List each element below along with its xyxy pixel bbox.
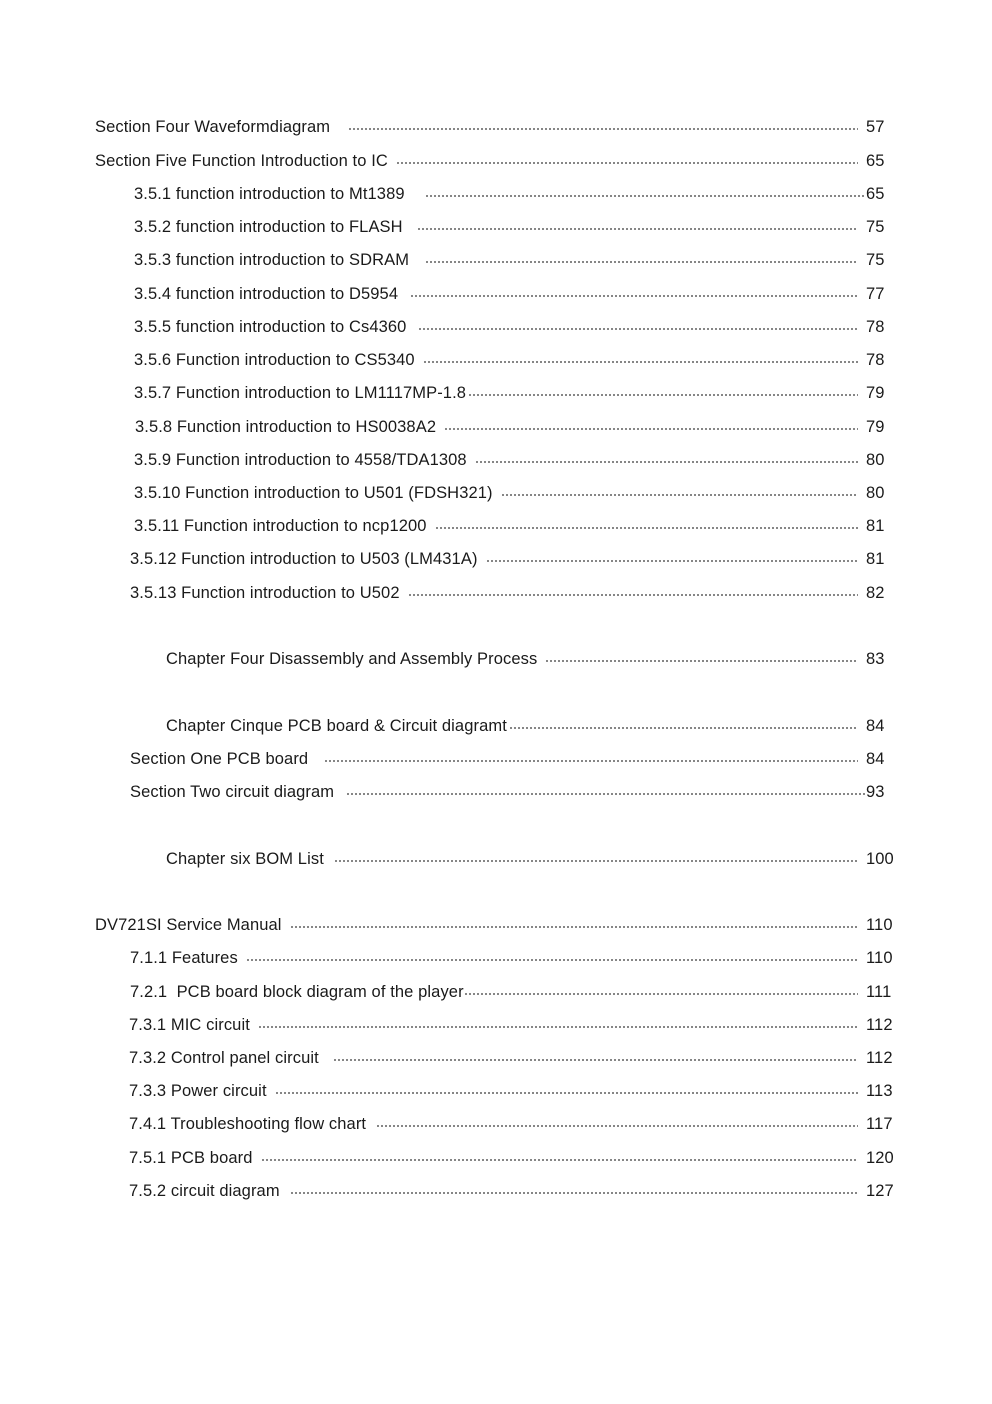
toc-entry-title: Section Four Waveformdiagram: [95, 118, 331, 136]
toc-entry-page: 79: [866, 418, 885, 436]
dot-leader: [435, 527, 858, 529]
toc-entry-3-5-2: [134, 216, 896, 238]
toc-entry-page: 127: [866, 1182, 894, 1200]
toc-entry-3-5-10: [134, 482, 896, 504]
toc-entry-7-5-2: [129, 1180, 896, 1202]
dot-leader: [418, 328, 858, 330]
toc-entry-7-2-1: [130, 981, 896, 1003]
toc-entry-title: 7.3.2 Control panel circuit: [129, 1049, 319, 1067]
toc-entry-page: 117: [866, 1115, 893, 1133]
toc-entry-7-5-1: [129, 1147, 896, 1169]
dot-leader: [423, 361, 858, 363]
toc-entry-3-5-11: [134, 515, 896, 537]
toc-entry-3-5-3: [134, 249, 896, 271]
toc-entry-3-5-7: [134, 382, 896, 404]
toc-entry-title: 3.5.8 Function introduction to HS0038A2: [135, 418, 437, 436]
toc-entry-page: 111: [866, 983, 892, 1001]
dot-leader: [246, 959, 858, 961]
toc-entry-page: 78: [866, 318, 885, 336]
dot-leader: [290, 926, 858, 928]
toc-entry-page: 112: [866, 1016, 893, 1034]
toc-entry-7-3-2: [129, 1047, 896, 1069]
dot-leader: [346, 793, 865, 795]
toc-entry-page: 75: [866, 218, 885, 236]
toc-entry-title: 3.5.7 Function introduction to LM1117MP-1.8: [134, 384, 467, 402]
dot-leader: [333, 1059, 858, 1061]
toc-entry-section-two: [130, 781, 896, 803]
toc-entry-chapter-four: [166, 648, 896, 670]
dot-leader: [258, 1026, 858, 1028]
toc-entry-7-4-1: [129, 1113, 896, 1135]
toc-entry-title: 3.5.10 Function introduction to U501 (FDSH321): [134, 484, 493, 502]
toc-entry-title: 3.5.12 Function introduction to U503 (LM431A): [130, 550, 478, 568]
toc-entry-title: 7.3.1 MIC circuit: [129, 1016, 250, 1034]
dot-leader: [408, 594, 858, 596]
toc-entry-page: 79: [866, 384, 885, 402]
toc-entry-page: 120: [866, 1149, 894, 1167]
toc-entry-chapter-cinque: [166, 715, 896, 737]
toc-entry-title: 3.5.2 function introduction to FLASH: [134, 218, 403, 236]
toc-entry-page: 81: [866, 550, 885, 568]
dot-leader: [275, 1092, 858, 1094]
toc-entry-page: 110: [866, 949, 893, 967]
dot-leader: [334, 860, 858, 862]
toc-entry-title: 7.4.1 Troubleshooting flow chart: [129, 1115, 367, 1133]
toc-entry-title: 3.5.9 Function introduction to 4558/TDA1308: [134, 451, 467, 469]
toc-entry-title: Section One PCB board: [130, 750, 309, 768]
toc-entry-chapter-six: [166, 848, 896, 870]
dot-leader: [417, 228, 858, 230]
toc-entry-page: 84: [866, 717, 885, 735]
toc-entry-dv721si: [95, 914, 896, 936]
toc-entry-title: 3.5.3 function introduction to SDRAM: [134, 251, 410, 269]
toc-entry-title: Section Two circuit diagram: [130, 783, 335, 801]
toc-entry-title: 7.5.2 circuit diagram: [129, 1182, 280, 1200]
toc-entry-page: 113: [866, 1082, 893, 1100]
toc-entry-title: 7.2.1 PCB board block diagram of the player: [130, 983, 464, 1001]
toc-entry-page: 93: [866, 783, 885, 801]
dot-leader: [425, 195, 865, 197]
toc-entry-7-3-1: [129, 1014, 896, 1036]
toc-entry-page: 100: [866, 850, 894, 868]
toc-entry-title: 7.3.3 Power circuit: [129, 1082, 267, 1100]
dot-leader: [486, 560, 858, 562]
toc-entry-section-five: [95, 150, 896, 172]
toc-entry-page: 78: [866, 351, 885, 369]
toc-entry-page: 112: [866, 1049, 893, 1067]
dot-leader: [348, 128, 858, 130]
toc-entry-page: 80: [866, 451, 885, 469]
toc-entry-page: 65: [866, 185, 885, 203]
toc-entry-3-5-8: [135, 416, 896, 438]
toc-entry-page: 81: [866, 517, 885, 535]
toc-entry-title: DV721SI Service Manual: [95, 916, 282, 934]
dot-leader: [410, 295, 858, 297]
toc-entry-page: 83: [866, 650, 885, 668]
toc-entry-title: 3.5.11 Function introduction to ncp1200: [134, 517, 427, 535]
dot-leader: [290, 1192, 858, 1194]
toc-entry-title: 7.1.1 Features: [130, 949, 238, 967]
toc-entry-3-5-4: [134, 283, 896, 305]
toc-entry-title: 3.5.5 function introduction to Cs4360: [134, 318, 407, 336]
toc-entry-title: Section Five Function Introduction to IC: [95, 152, 388, 170]
toc-entry-title: 3.5.13 Function introduction to U502: [130, 584, 400, 602]
toc-entry-3-5-5: [134, 316, 896, 338]
dot-leader: [464, 993, 858, 995]
toc-entry-section-four: [95, 116, 896, 138]
dot-leader: [376, 1125, 858, 1127]
dot-leader: [396, 162, 858, 164]
toc-entry-section-one: [130, 748, 896, 770]
dot-leader: [475, 461, 858, 463]
toc-entry-page: 75: [866, 251, 885, 269]
dot-leader: [324, 760, 858, 762]
toc-entry-3-5-12: [130, 548, 896, 570]
toc-entry-title: Chapter six BOM List: [166, 850, 324, 868]
dot-leader: [444, 428, 858, 430]
toc-entry-page: 110: [866, 916, 893, 934]
toc-entry-title: Chapter Four Disassembly and Assembly Process: [166, 650, 538, 668]
toc-entry-page: 82: [866, 584, 885, 602]
toc-entry-3-5-1: [134, 183, 896, 205]
dot-leader: [468, 394, 858, 396]
toc-entry-3-5-9: [134, 449, 896, 471]
toc-entry-title: 3.5.1 function introduction to Mt1389: [134, 185, 405, 203]
toc-entry-page: 84: [866, 750, 885, 768]
dot-leader: [501, 494, 858, 496]
dot-leader: [425, 261, 858, 263]
toc-entry-page: 65: [866, 152, 885, 170]
toc-entry-page: 57: [866, 118, 885, 136]
toc-entry-title: 7.5.1 PCB board: [129, 1149, 253, 1167]
toc-entry-page: 77: [866, 285, 885, 303]
toc-entry-title: 3.5.6 Function introduction to CS5340: [134, 351, 415, 369]
toc-entry-7-1-1: [130, 947, 896, 969]
dot-leader: [545, 660, 858, 662]
dot-leader: [509, 727, 858, 729]
toc-entry-7-3-3: [129, 1080, 896, 1102]
toc-entry-3-5-6: [134, 349, 896, 371]
toc-entry-title: 3.5.4 function introduction to D5954: [134, 285, 399, 303]
toc-entry-title: Chapter Cinque PCB board & Circuit diagramt: [166, 717, 507, 735]
toc-entry-3-5-13: [130, 582, 896, 604]
toc-entry-page: 80: [866, 484, 885, 502]
dot-leader: [261, 1159, 859, 1161]
